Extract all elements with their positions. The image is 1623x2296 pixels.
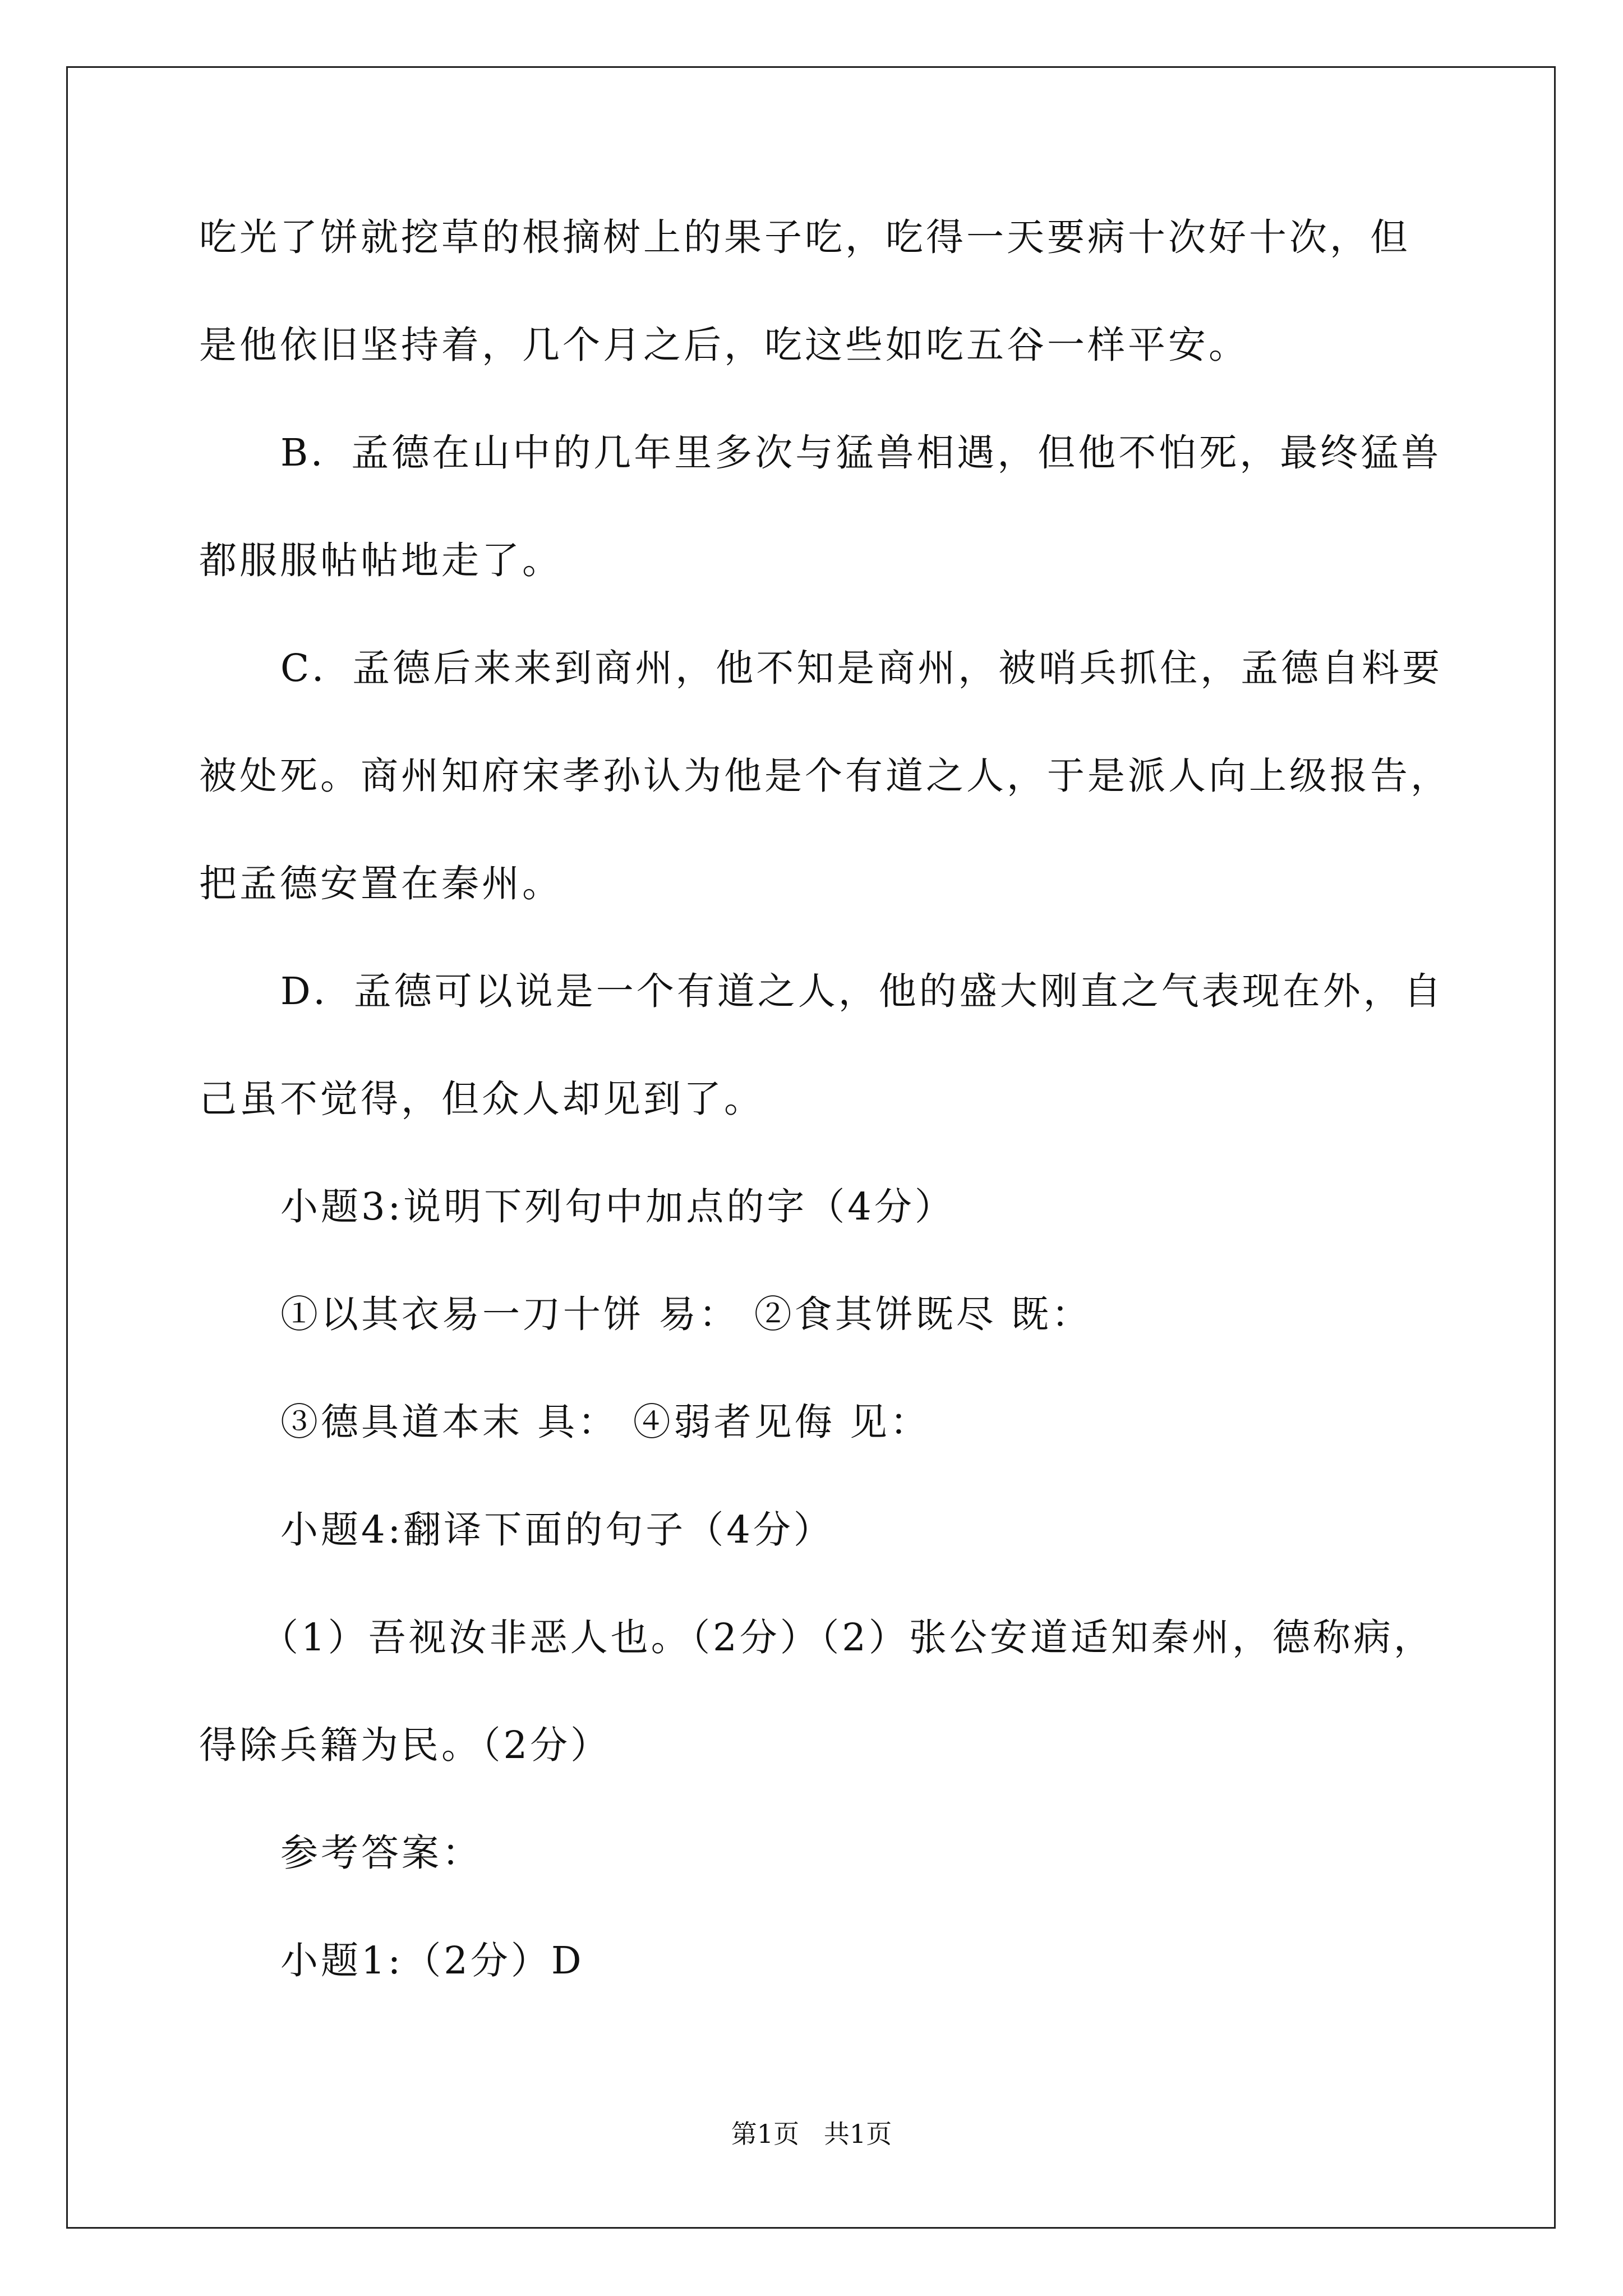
text-line: 被处死。商州知府宋孝孙认为他是个有道之人，于是派人向上级报告， <box>199 754 1451 798</box>
answer-item: 小题1:（2分）D <box>280 1939 584 1982</box>
question-3-item: ①以其衣易一刀十饼 易： ②食其饼既尽 既： <box>280 1292 1092 1336</box>
question-4-item: （1）吾视汝非恶人也。（2分）（2）张公安道适知秦州，德称病， <box>261 1616 1434 1659</box>
text-line: 把孟德安置在秦州。 <box>199 862 562 905</box>
question-4-heading: 小题4:翻译下面的句子（4分） <box>280 1508 834 1552</box>
option-c-line: C．孟德后来来到商州，他不知是商州，被哨兵抓住，孟德自料要 <box>280 646 1443 690</box>
answer-heading: 参考答案： <box>280 1831 482 1875</box>
page-border <box>66 66 1556 2229</box>
page-footer <box>0 2114 1623 2151</box>
text-line: 己虽不觉得，但众人却见到了。 <box>199 1077 764 1121</box>
page-number: 第1页 共1页 <box>731 2119 892 2149</box>
text-line: 吃光了饼就挖草的根摘树上的果子吃，吃得一天要病十次好十次，但 <box>199 215 1410 259</box>
text-line: 都服服帖帖地走了。 <box>199 539 562 582</box>
option-d-line: D．孟德可以说是一个有道之人，他的盛大刚直之气表现在外，自 <box>280 969 1444 1013</box>
text-line: 得除兵籍为民。（2分） <box>199 1723 611 1767</box>
text-line: 是他依旧坚持着，几个月之后，吃这些如吃五谷一样平安。 <box>199 323 1249 367</box>
question-3-item: ③德具道本末 具： ④弱者见侮 见： <box>280 1400 930 1444</box>
question-3-heading: 小题3:说明下列句中加点的字（4分） <box>280 1185 955 1228</box>
option-b-line: B．孟德在山中的几年里多次与猛兽相遇，但他不怕死，最终猛兽 <box>280 431 1442 475</box>
